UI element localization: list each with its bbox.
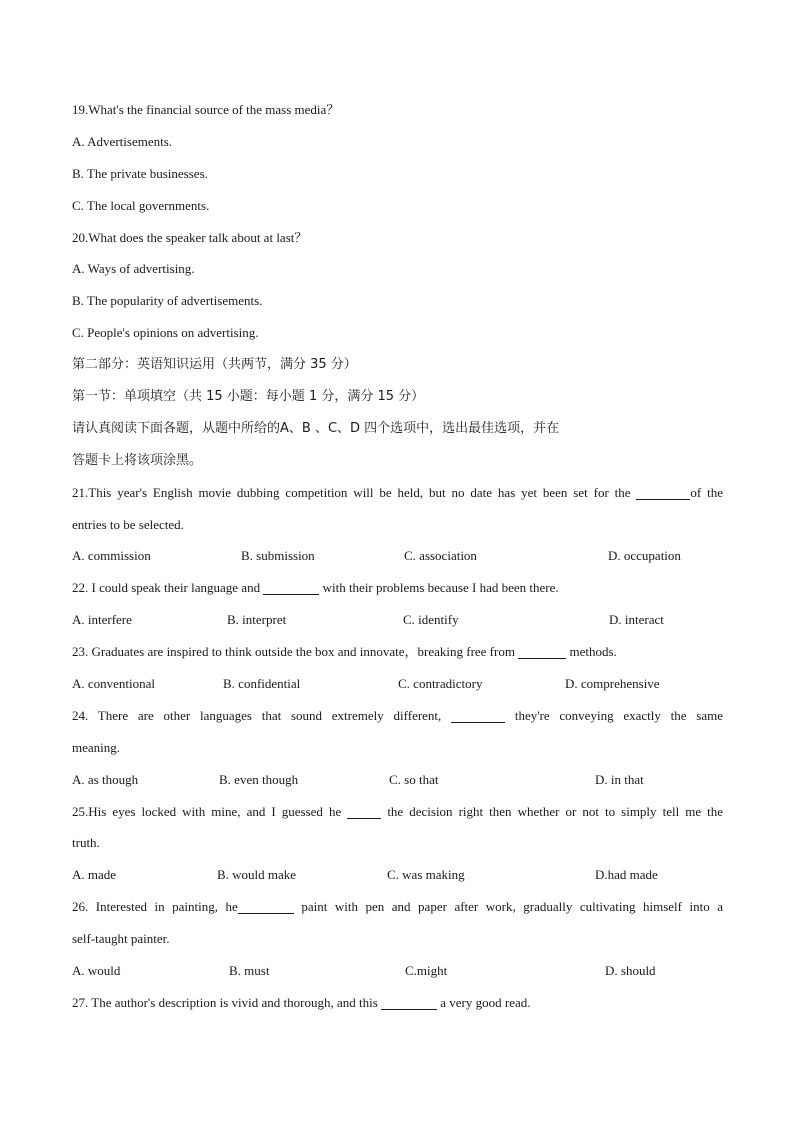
question-22-text-after: with their problems because I had been there. <box>322 580 559 596</box>
question-26-text-before: 26. Interested in painting, he <box>72 899 238 915</box>
question-25-option-b: B. would make <box>217 867 297 883</box>
question-26-option-d: D. should <box>605 963 656 979</box>
question-23-text-after: methods. <box>569 644 617 660</box>
exam-page <box>72 94 723 1019</box>
question-25-option-c: C. was making <box>387 867 465 883</box>
question-21-option-b: B. submission <box>241 548 315 564</box>
question-20-stem: 20.What does the speaker talk about at last？ <box>72 229 308 245</box>
question-22-text-before: 22. I could speak their language and <box>72 580 261 596</box>
question-21-text-after: of the <box>690 484 723 500</box>
question-26-option-b: B. must <box>229 963 270 979</box>
question-22-option-b: B. interpret <box>227 612 287 628</box>
question-24-stem-line-2: meaning. <box>72 739 121 755</box>
question-22-option-c: C. identify <box>403 612 459 628</box>
question-21-stem-line-2: entries to be selected. <box>72 516 184 532</box>
question-26-stem-line-2: self-taught painter. <box>72 931 170 947</box>
question-27-text-after: a very good read. <box>440 994 531 1010</box>
question-27-text-before: 27. The author's description is vivid and thorough, and this <box>72 994 378 1010</box>
question-24-option-d: D. in that <box>595 771 644 787</box>
question-19-option-c: C. The local governments. <box>72 197 210 213</box>
question-25-text-after: the decision right then whether or not to simply tell me the <box>387 803 724 819</box>
question-22-option-d: D. interact <box>609 612 664 628</box>
question-20-option-a: A. Ways of advertising. <box>72 261 195 277</box>
question-20-option-b: B. The popularity of advertisements. <box>72 293 263 309</box>
question-19-option-b: B. The private businesses. <box>72 165 208 181</box>
answer-blank <box>518 644 566 659</box>
question-24-option-c: C. so that <box>389 771 439 787</box>
question-22-stem <box>72 572 723 604</box>
question-24-option-b: B. even though <box>219 771 299 787</box>
answer-blank <box>263 580 319 595</box>
question-21-option-a: A. commission <box>72 548 151 564</box>
question-25-stem <box>72 796 723 828</box>
answer-blank <box>451 708 505 723</box>
question-24-text-before: 24. There are other languages that sound extremely different, <box>72 707 442 723</box>
question-24-options <box>72 764 723 796</box>
question-23-option-b: B. confidential <box>223 676 301 692</box>
question-21-option-d: D. occupation <box>608 548 681 564</box>
question-19-stem: 19.What's the financial source of the mass media？ <box>72 102 340 117</box>
question-21-text-before: 21.This year's English movie dubbing competition will be held, but no date has yet been set for the <box>72 484 631 500</box>
question-23-option-a: A. conventional <box>72 676 156 692</box>
question-25-text-before: 25.His eyes locked with mine, and I guessed he <box>72 803 342 819</box>
question-25-option-a: A. made <box>72 867 117 883</box>
question-21-stem <box>72 477 723 509</box>
question-26-stem <box>72 891 723 923</box>
question-24-option-a: A. as though <box>72 771 139 787</box>
question-19-option-a: A. Advertisements. <box>72 133 173 149</box>
answer-blank <box>636 485 690 500</box>
question-25-options <box>72 859 723 891</box>
question-26-option-c: C.might <box>405 963 448 979</box>
question-21-options <box>72 540 723 572</box>
answer-blank <box>347 804 381 819</box>
question-23-options <box>72 668 723 700</box>
question-24-stem <box>72 700 723 732</box>
question-24-text-after: they're conveying exactly the same <box>514 707 723 723</box>
instruction-line-1: 请认真阅读下面各题，从题中所给的A、B 、C、D 四个选项中，选出最佳选项，并在 <box>72 420 560 436</box>
instruction-line-2: 答题卡上将该项涂黑。 <box>72 452 203 468</box>
question-22-options <box>72 604 723 636</box>
question-21-option-c: C. association <box>404 548 477 564</box>
question-25-stem-line-2: truth. <box>72 835 100 851</box>
question-23-option-d: D. comprehensive <box>565 676 660 692</box>
answer-blank <box>381 995 437 1010</box>
part-2-title: 第二部分：英语知识运用（共两节，满分 35 分） <box>72 357 357 373</box>
question-23-option-c: C. contradictory <box>398 676 483 692</box>
question-22-option-a: A. interfere <box>72 612 132 628</box>
question-23-text-before: 23. Graduates are inspired to think outside the box and innovate，breaking free from <box>72 644 515 660</box>
question-26-text-after: paint with pen and paper after work, gradually cultivating himself into a <box>301 899 723 915</box>
question-26-options <box>72 955 723 987</box>
question-20-option-c: C. People's opinions on advertising. <box>72 325 259 341</box>
question-23-stem <box>72 636 723 668</box>
question-27-stem <box>72 987 723 1019</box>
answer-blank <box>238 899 294 914</box>
question-25-option-d: D.had made <box>595 867 658 883</box>
question-26-option-a: A. would <box>72 963 121 979</box>
section-1-title: 第一节：单项填空（共 15 小题：每小题 1 分，满分 15 分） <box>72 389 425 405</box>
